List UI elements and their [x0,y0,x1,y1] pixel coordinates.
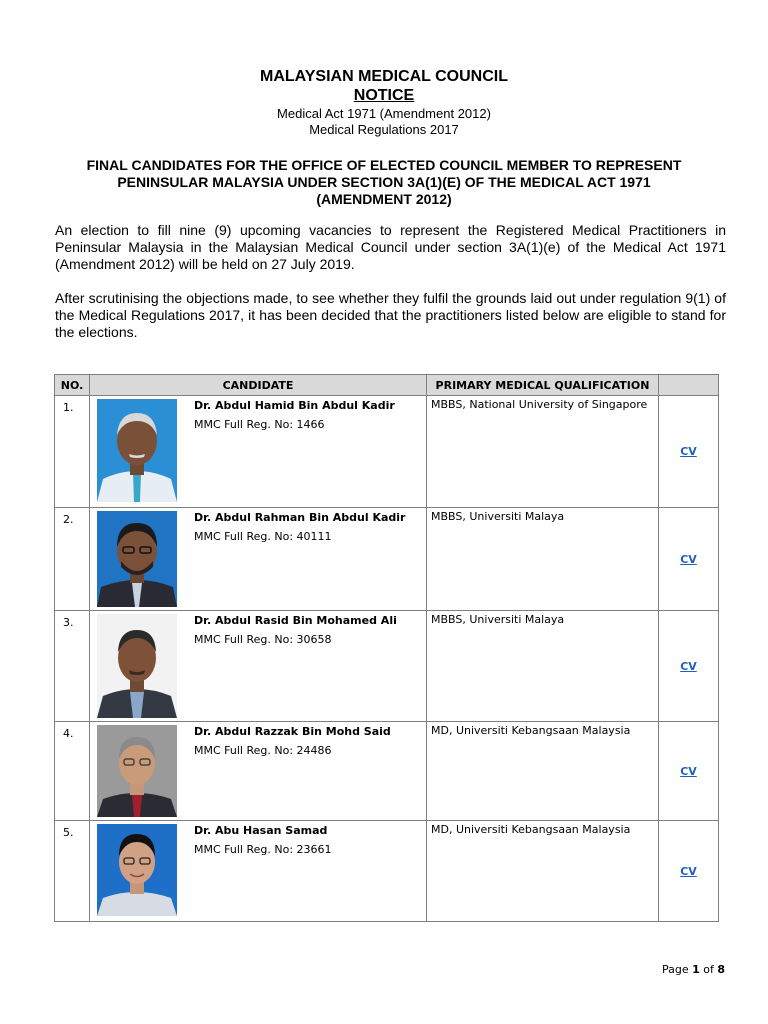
election-paragraph: An election to fill nine (9) upcoming vacancies to represent the Registered Medical Practitioners in Peninsular Malaysia in the Malaysian Medical Council under section 3A(1)(e) of the Medical Act 1971 (Amendment 2012) will be held on 27 July 2019. [55,222,726,272]
title-line-1: FINAL CANDIDATES FOR THE OFFICE OF ELECTED COUNCIL MEMBER TO REPRESENT [86,157,682,173]
cv-cell [659,821,719,922]
candidates-table [54,374,719,922]
candidate-photo [97,399,177,502]
page-total: 8 [717,963,726,976]
document-title [40,157,728,208]
cv-link[interactable]: CV [680,864,697,878]
cv-cell [659,722,719,821]
page-current: 1 [692,963,700,976]
page-word: Page [662,963,689,976]
table-header-row [55,375,719,396]
cv-link[interactable]: CV [680,764,697,778]
qualification-cell: MBBS, National University of Singapore [427,396,659,508]
candidate-reg-no: MMC Full Reg. No: 40111 [194,530,332,543]
cv-cell [659,508,719,611]
candidate-photo [97,824,177,916]
scrutiny-paragraph: After scrutinising the objections made, to see whether they fulfil the grounds laid out under regulation 9(1) of the Medical Regulations 2017, it has been decided that the practitioners listed below are eligible to stand for the elections. [55,290,726,340]
of-word: of [703,963,714,976]
act-reference: Medical Act 1971 (Amendment 2012) [277,106,491,121]
header-candidate: CANDIDATE [90,375,427,396]
candidate-name: Dr. Abu Hasan Samad [194,824,328,837]
table-row [55,611,719,722]
candidate-reg-no: MMC Full Reg. No: 23661 [194,843,332,856]
cv-link[interactable]: CV [680,552,697,566]
header-qualification: PRIMARY MEDICAL QUALIFICATION [427,375,659,396]
qualification-cell: MBBS, Universiti Malaya [427,611,659,722]
candidate-name: Dr. Abdul Rahman Bin Abdul Kadir [194,511,406,524]
document-header [0,68,768,138]
candidate-photo [97,511,177,607]
organization-name: MALAYSIAN MEDICAL COUNCIL [259,68,508,85]
candidate-cell [90,611,427,722]
candidate-reg-no: MMC Full Reg. No: 1466 [194,418,325,431]
qualification-cell: MD, Universiti Kebangsaan Malaysia [427,821,659,922]
header-no: NO. [55,375,90,396]
qualification-cell: MD, Universiti Kebangsaan Malaysia [427,722,659,821]
cv-cell [659,611,719,722]
candidate-photo [97,614,177,718]
candidate-name: Dr. Abdul Razzak Bin Mohd Said [194,725,391,738]
row-number: 2. [55,508,90,611]
candidate-cell [90,722,427,821]
candidate-name: Dr. Abdul Rasid Bin Mohamed Ali [194,614,397,627]
row-number: 5. [55,821,90,922]
qualification-cell: MBBS, Universiti Malaya [427,508,659,611]
header-cv [659,375,719,396]
table-row [55,396,719,508]
cv-cell [659,396,719,508]
candidate-reg-no: MMC Full Reg. No: 30658 [194,633,332,646]
candidate-cell [90,396,427,508]
table-row [55,508,719,611]
candidate-reg-no: MMC Full Reg. No: 24486 [194,744,332,757]
title-line-2: PENINSULAR MALAYSIA UNDER SECTION 3A(1)(E) OF THE MEDICAL ACT 1971 [117,174,651,190]
regulations-reference: Medical Regulations 2017 [309,122,459,137]
candidate-cell [90,508,427,611]
row-number: 4. [55,722,90,821]
candidate-name: Dr. Abdul Hamid Bin Abdul Kadir [194,399,395,412]
row-number: 1. [55,396,90,508]
cv-link[interactable]: CV [680,445,697,458]
candidate-photo [97,725,177,817]
title-line-3: (AMENDMENT 2012) [316,191,452,207]
cv-link[interactable]: CV [680,659,697,673]
notice-heading: NOTICE [353,87,415,104]
table-row [55,821,719,922]
page-footer [662,963,725,976]
table-row [55,722,719,821]
row-number: 3. [55,611,90,722]
candidate-cell [90,821,427,922]
